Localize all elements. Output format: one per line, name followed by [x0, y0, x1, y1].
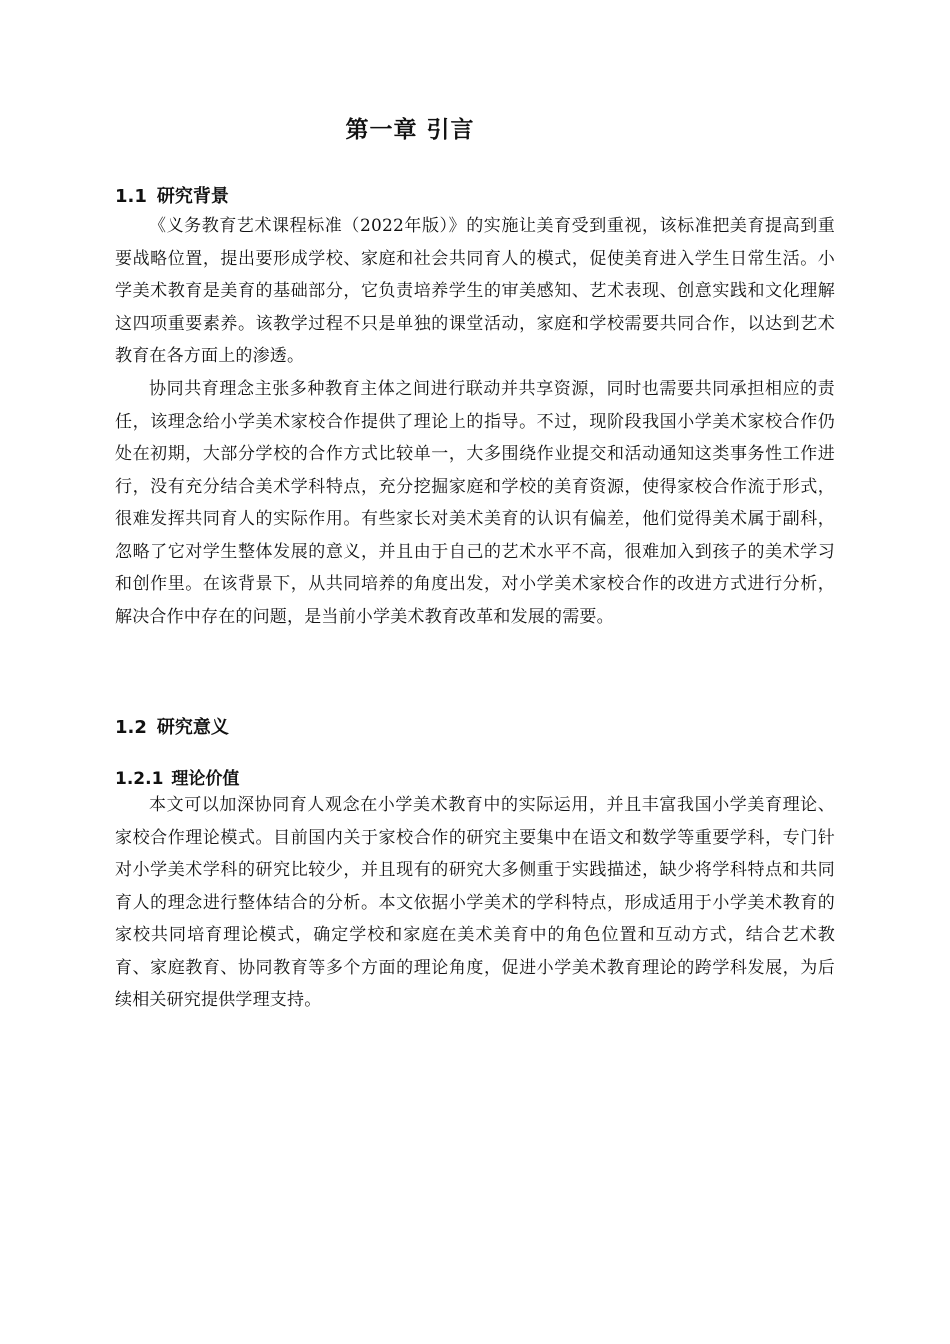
subsection-title: 理论价值 — [171, 769, 240, 789]
section-title: 研究意义 — [156, 717, 229, 738]
section-number: 1.1 — [115, 186, 147, 207]
body-paragraph: 《义务教育艺术课程标准（2022年版）》的实施让美育受到重视，该标准把美育提高到重要战略位置，提出要形成学校、家庭和社会共同育人的模式，促使美育进入学生日常生活。小学美术教育是美育的基础部分，它负责培养学生的审美感知、艺术表现、创意实践和文化理解这四项重要素养。该教学过程不只是单独的课堂活动，家庭和学校需要共同合作，以达到艺术教育在各方面上的渗透。 — [115, 216, 835, 366]
section-title: 研究背景 — [156, 186, 229, 207]
subsection-number: 1.2.1 — [115, 769, 164, 789]
chapter-title: 第一章 引言 — [345, 117, 475, 143]
section-heading-research-background — [115, 183, 229, 211]
body-paragraph: 协同共育理念主张多种教育主体之间进行联动并共享资源，同时也需要共同承担相应的责任，该理念给小学美术家校合作提供了理论上的指导。不过，现阶段我国小学美术家校合作仍处在初期，大部分学校的合作方式比较单一，大多围绕作业提交和活动通知这类事务性工作进行，没有充分结合美术学科特点，充分挖掘家庭和学校的美育资源，使得家校合作流于形式，很难发挥共同育人的实际作用。有些家长对美术美育的认识有偏差，他们觉得美术属于副科，忽略了它对学生整体发展的意义，并且由于自己的艺术水平不高，很难加入到孩子的美术学习和创作里。在该背景下，从共同培养的角度出发，对小学美术家校合作的改进方式进行分析，解决合作中存在的问题，是当前小学美术教育改革和发展的需要。 — [115, 379, 835, 627]
body-paragraph: 本文可以加深协同育人观念在小学美术教育中的实际运用，并且丰富我国小学美育理论、家校合作理论模式。目前国内关于家校合作的研究主要集中在语文和数学等重要学科，专门针对小学美术学科的研究比较少，并且现有的研究大多侧重于实践描述，缺少将学科特点和共同育人的理念进行整体结合的分析。本文依据小学美术的学科特点，形成适用于小学美术教育的家校共同培育理论模式，确定学校和家庭在美术美育中的角色位置和互动方式，结合艺术教育、家庭教育、协同教育等多个方面的理论角度，促进小学美术教育理论的跨学科发展，为后续相关研究提供学理支持。 — [115, 795, 835, 1010]
section-heading-research-significance — [115, 714, 229, 742]
section-number: 1.2 — [115, 717, 147, 738]
